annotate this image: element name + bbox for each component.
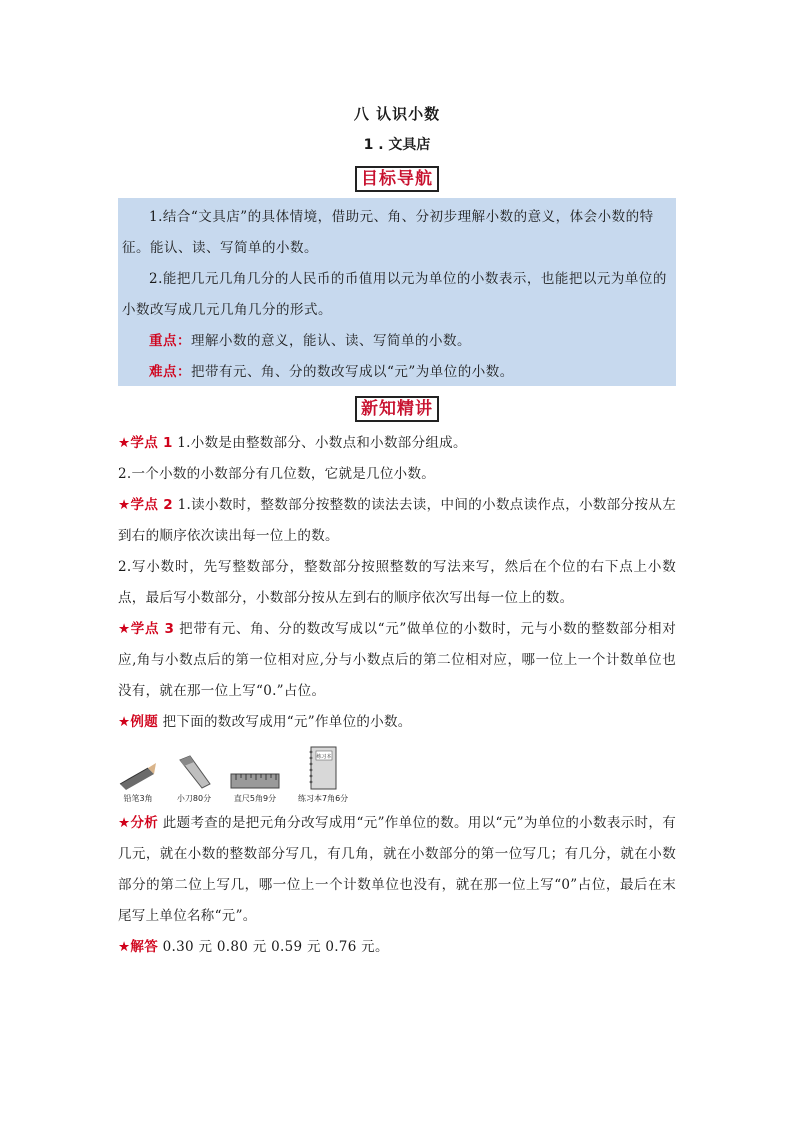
item-label: 小刀80分 [176, 794, 212, 803]
ruler-icon [230, 772, 280, 790]
star-icon: ★ [118, 435, 131, 451]
key-point [122, 326, 672, 357]
point-2-line2: 2.写小数时，先写整数部分，整数部分按照整数的写法来写，然后在个位的右下点上小数点，最后写小数部分，小数部分按从左到右的顺序依次写出每一位上的数。 [118, 559, 676, 606]
item-knife [176, 754, 212, 804]
answer-label: 解答 [130, 939, 159, 955]
analysis [118, 808, 676, 932]
star-icon: ★ [118, 714, 131, 730]
point-3-label: 学点 3 [130, 621, 175, 637]
difficult-label: 难点： [149, 364, 191, 380]
section-title: 1 . 文具店 [363, 137, 431, 153]
point-2 [118, 490, 676, 552]
item-label: 直尺5角9分 [233, 794, 277, 803]
goal-heading: 目标导航 [355, 166, 439, 192]
item-pencil [118, 760, 158, 804]
point-1-label: 学点 1 [130, 435, 173, 451]
star-icon: ★ [118, 815, 131, 831]
point-3 [118, 614, 676, 707]
notebook-icon [308, 746, 338, 790]
chapter-title: 八 认识小数 [353, 105, 441, 123]
point-1-line1: 1.小数是由整数部分、小数点和小数部分组成。 [172, 435, 467, 451]
difficult-text: 把带有元、角、分的数改写成以“元”为单位的小数。 [191, 364, 514, 380]
new-knowledge-heading: 新知精讲 [355, 396, 439, 422]
item-label: 铅笔3角 [123, 794, 153, 803]
item-notebook [298, 746, 348, 804]
analysis-label: 分析 [130, 815, 159, 831]
content-body [118, 428, 676, 963]
difficult-point [122, 357, 672, 388]
star-icon: ★ [118, 497, 131, 513]
analysis-text: 此题考查的是把元角分改写成用“元”作单位的数。用以“元”为单位的小数表示时，有几元，就在小数的整数部分写几，有几角，就在小数部分的第一位写几；有几分，就在小数部分的第二位上写几，哪一位上一个计数单位也没有，就在那一位上写“0”占位，最后在末尾写上单位名称“元”。 [118, 815, 677, 924]
key-label: 重点： [149, 333, 191, 349]
point-2-label: 学点 2 [130, 497, 173, 513]
pencil-icon [118, 760, 158, 790]
answer-text: 0.30 元 0.80 元 0.59 元 0.76 元。 [158, 939, 389, 955]
point-1 [118, 428, 676, 459]
notebook-cover-text: 练习本 [316, 754, 332, 760]
goal-2: 2.能把几元几角几分的人民币的币值用以元为单位的小数表示，也能把以元为单位的小数改写成几元几角几分的形式。 [122, 271, 667, 318]
knife-icon [176, 754, 212, 790]
example-text: 把下面的数改写成用“元”作单位的小数。 [158, 714, 412, 730]
example [118, 707, 676, 738]
goal-box [118, 198, 676, 386]
example-label: 例题 [130, 714, 159, 730]
stationery-items [118, 742, 676, 804]
star-icon: ★ [118, 939, 131, 955]
key-text: 理解小数的意义，能认、读、写简单的小数。 [191, 333, 471, 349]
item-label: 练习本7角6分 [298, 794, 349, 803]
star-icon: ★ [118, 621, 131, 637]
answer [118, 932, 676, 963]
item-ruler [230, 772, 280, 804]
goal-1: 1.结合“文具店”的具体情境，借助元、角、分初步理解小数的意义，体会小数的特征。能认、读、写简单的小数。 [122, 209, 654, 256]
point-1-line2: 2.一个小数的小数部分有几位数，它就是几位小数。 [118, 466, 436, 482]
point-3-text: 把带有元、角、分的数改写成以“元”做单位的小数时，元与小数的整数部分相对应,角与小数点后的第一位相对应,分与小数点后的第二位相对应，哪一位上一个计数单位也没有，就在那一位上写“0.”占位。 [118, 621, 676, 699]
point-2-line1: 1.读小数时，整数部分按整数的读法去读，中间的小数点读作点，小数部分按从左到右的顺序依次读出每一位上的数。 [118, 497, 677, 544]
